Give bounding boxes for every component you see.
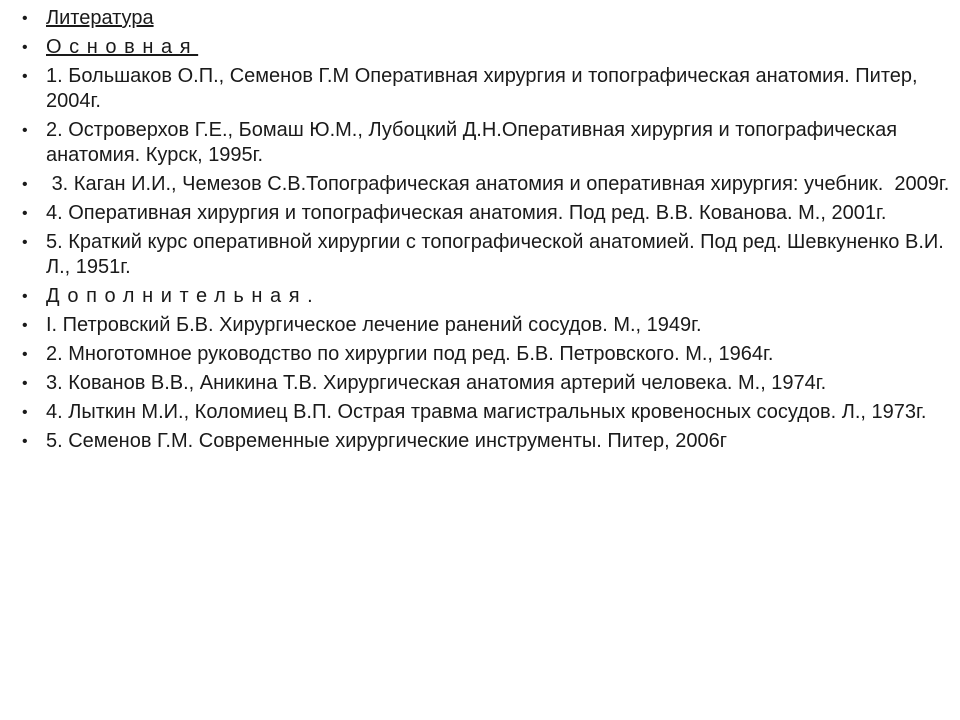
bullet-icon: • xyxy=(22,10,28,27)
list-item-text: 5. Семенов Г.М. Современные хирургические инструменты. Питер, 2006г xyxy=(46,430,728,452)
bullet-icon: • xyxy=(22,68,28,85)
list-heading-literature xyxy=(22,6,952,31)
list-item-text: I. Петровский Б.В. Хирургическое лечение ранений сосудов. М., 1949г. xyxy=(46,314,702,336)
bullet-icon: • xyxy=(22,375,28,392)
list-item-text: 4. Оперативная хирургия и топографическая анатомия. Под ред. В.В. Кованова. М., 2001г. xyxy=(46,202,887,224)
list-item-text: Основная xyxy=(46,36,199,58)
bullet-icon: • xyxy=(22,433,28,450)
list-item xyxy=(22,201,952,226)
list-item xyxy=(22,371,952,396)
list-heading-additional xyxy=(22,284,952,309)
list-item xyxy=(22,118,952,168)
bullet-icon: • xyxy=(22,288,28,305)
list-item-text: 2. Многотомное руководство по хирургии под ред. Б.В. Петровского. М., 1964г. xyxy=(46,343,774,365)
bullet-icon: • xyxy=(22,39,28,56)
list-item-text: Литература xyxy=(46,7,154,29)
list-item xyxy=(22,342,952,367)
bullet-icon: • xyxy=(22,234,28,251)
list-item-text: 1. Большаков О.П., Семенов Г.М Оперативная хирургия и топографическая анатомия. Питер, 2004г. xyxy=(46,65,918,112)
list-item-text: 4. Лыткин М.И., Коломиец В.П. Острая травма магистральных кровеносных сосудов. Л., 1973г. xyxy=(46,401,927,423)
list-item-text: 3. Кованов В.В., Аникина Т.В. Хирургическая анатомия артерий человека. М., 1974г. xyxy=(46,372,827,394)
list-item xyxy=(22,400,952,425)
list-item-text: 3. Каган И.И., Чемезов С.В.Топографическая анатомия и оперативная хирургия: учебник. 2009г. xyxy=(46,173,950,195)
list-item xyxy=(22,429,952,454)
bullet-icon: • xyxy=(22,122,28,139)
bullet-icon: • xyxy=(22,404,28,421)
list-item-text: 2. Островерхов Г.Е., Бомаш Ю.М., Лубоцкий Д.Н.Оперативная хирургия и топографическая анатомия. Курск, 1995г. xyxy=(46,119,898,166)
bullet-icon: • xyxy=(22,176,28,193)
bibliography-list xyxy=(22,6,952,458)
bullet-icon: • xyxy=(22,317,28,334)
list-item xyxy=(22,230,952,280)
list-item-text: Дополнительная. xyxy=(46,285,321,307)
list-item xyxy=(22,172,952,197)
bullet-icon: • xyxy=(22,205,28,222)
list-item xyxy=(22,313,952,338)
list-item xyxy=(22,64,952,114)
bullet-icon: • xyxy=(22,346,28,363)
list-heading-main xyxy=(22,35,952,60)
list-item-text: 5. Краткий курс оперативной хирургии с топографической анатомией. Под ред. Шевкуненко В.И. Л., 1951г. xyxy=(46,231,944,278)
